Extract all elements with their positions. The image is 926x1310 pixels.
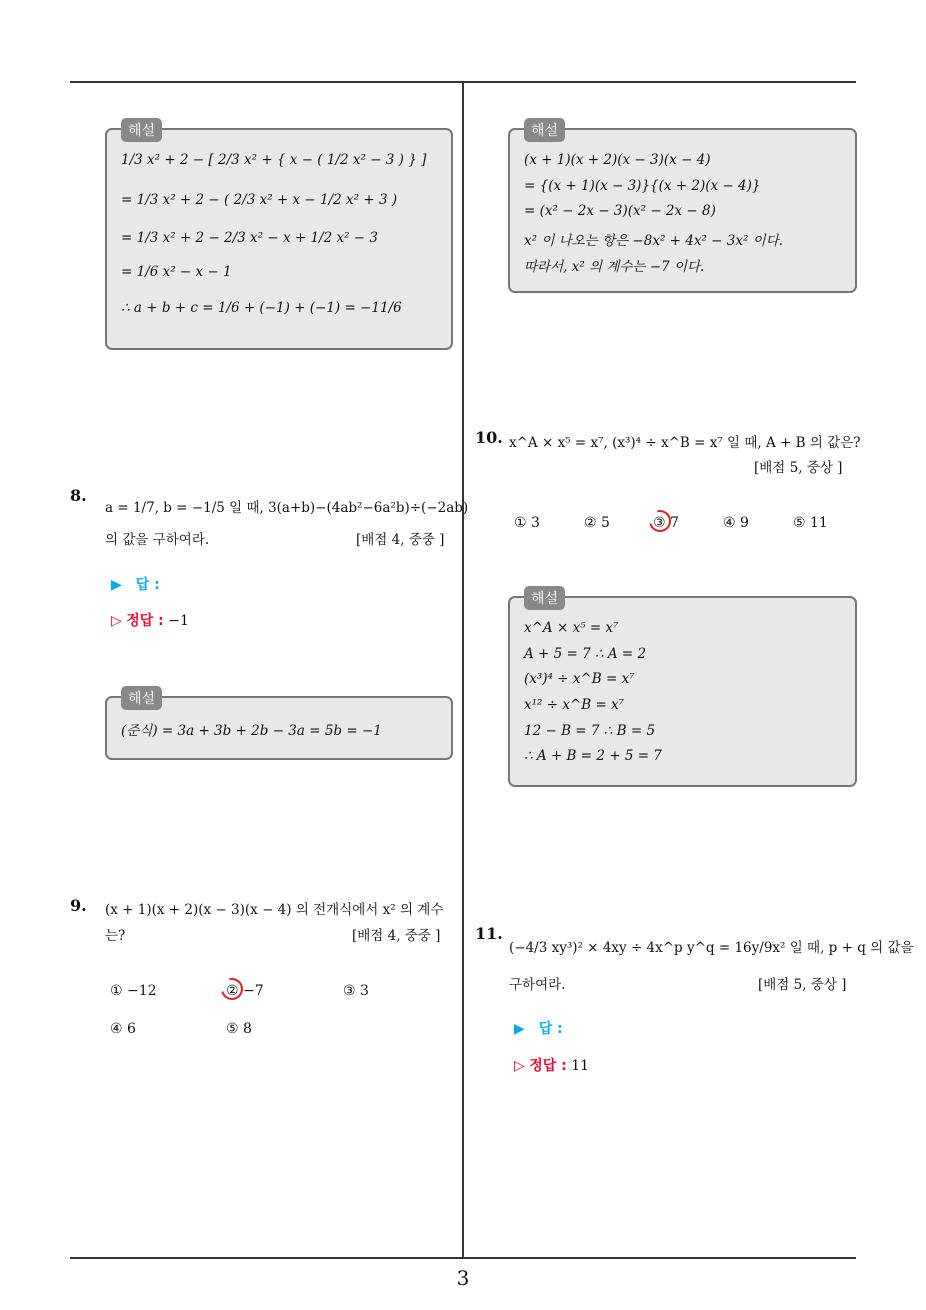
solution-box-q10 [508,591,857,787]
solution-line: x^A × x⁵ = x⁷ [524,620,619,636]
question-text: a = 1/7, b = −1/5 일 때, 3(a+b)−(4ab²−6a²b)÷(−2ab) [105,500,469,516]
choice-4[interactable]: ④ 6 [110,1021,136,1037]
play-icon: ▶ [111,577,122,593]
solution-line: = {(x + 1)(x − 3)}{(x + 2)(x − 4)} [524,178,761,194]
answer-label: 답 : [135,577,160,593]
selected-answer-mark [217,974,247,1004]
solution-line: 12 − B = 7 ∴ B = 5 [524,723,656,739]
solution-line: x¹² ÷ x^B = x⁷ [524,697,625,713]
choice-2[interactable]: ② −7 [226,983,264,999]
choice-4[interactable]: ④ 9 [723,515,749,531]
solution-line: x² 이 나오는 항은 −8x² + 4x² − 3x² 이다. [524,233,784,249]
solution-line: (x + 1)(x + 2)(x − 3)(x − 4) [524,152,711,168]
solution-line: ∴ a + b + c = 1/6 + (−1) + (−1) = −11/6 [121,300,402,316]
question-number: 8. [70,486,87,505]
solution-tag: 해설 [121,686,162,710]
solution-tag: 해설 [524,586,565,610]
question-text: 는? [105,928,126,944]
solution-line: 1/3 x² + 2 − [ 2/3 x² + { x − ( 1/2 x² − 3 ) } ] [121,152,427,168]
choice-3[interactable]: ③ 7 [653,515,679,531]
question-number: 9. [70,896,87,915]
question-text: x^A × x⁵ = x⁷, (x³)⁴ ÷ x^B = x⁷ 일 때, A + B 의 값은? [509,435,861,451]
solution-tag: 해설 [524,118,565,142]
answer-row [111,574,160,594]
solution-line: 따라서, x² 의 계수는 −7 이다. [524,259,705,275]
solution-tag: 해설 [121,118,162,142]
page-number: 3 [456,1266,470,1290]
column-divider [462,82,464,1258]
correct-answer-row [514,1055,589,1075]
question-text: (−4/3 xy³)² × 4xy ÷ 4x^p y^q = 16y/9x² 일 때, p + q 의 값을 [509,940,914,956]
choice-1[interactable]: ① 3 [514,515,540,531]
choice-1[interactable]: ① −12 [110,983,157,999]
outline-triangle-icon: ▷ [111,613,122,629]
question-number: 11. [475,924,503,943]
solution-line: A + 5 = 7 ∴ A = 2 [524,646,647,662]
solution-box-q8 [105,691,453,760]
choice-2[interactable]: ② 5 [584,515,610,531]
question-text: 의 값을 구하여라. [105,532,210,548]
question-text: (x + 1)(x + 2)(x − 3)(x − 4) 의 전개식에서 x² 의 계수 [105,902,444,918]
choice-3[interactable]: ③ 3 [343,983,369,999]
play-icon: ▶ [514,1021,525,1037]
solution-line: = 1/6 x² − x − 1 [121,264,232,280]
score-label: [배점 5, 중상 ] [758,977,847,993]
solution-line: (준식) = 3a + 3b + 2b − 3a = 5b = −1 [121,723,382,739]
answer-row [514,1018,563,1038]
score-label: [배점 5, 중상 ] [754,460,843,476]
score-label: [배점 4, 중중 ] [356,532,445,548]
bottom-rule [70,1257,856,1259]
solution-box-q7 [105,123,453,350]
solution-line: = 1/3 x² + 2 − 2/3 x² − x + 1/2 x² − 3 [121,230,378,246]
solution-line: = (x² − 2x − 3)(x² − 2x − 8) [524,203,716,219]
correct-answer-row [111,610,189,630]
solution-line: ∴ A + B = 2 + 5 = 7 [524,748,662,764]
correct-label: 정답 : [529,1058,567,1074]
selected-answer-mark [645,506,675,536]
score-label: [배점 4, 중중 ] [352,928,441,944]
question-number: 10. [475,428,503,447]
answer-label: 답 : [538,1021,563,1037]
correct-value: −1 [168,613,189,629]
solution-line: (x³)⁴ ÷ x^B = x⁷ [524,671,635,687]
choice-5[interactable]: ⑤ 11 [793,515,828,531]
solution-line: = 1/3 x² + 2 − ( 2/3 x² + x − 1/2 x² + 3 ) [121,192,398,208]
solution-box-q9 [508,123,857,293]
correct-label: 정답 : [126,613,164,629]
question-text: 구하여라. [509,977,566,993]
choice-5[interactable]: ⑤ 8 [226,1021,252,1037]
correct-value: 11 [571,1058,590,1074]
outline-triangle-icon: ▷ [514,1058,525,1074]
